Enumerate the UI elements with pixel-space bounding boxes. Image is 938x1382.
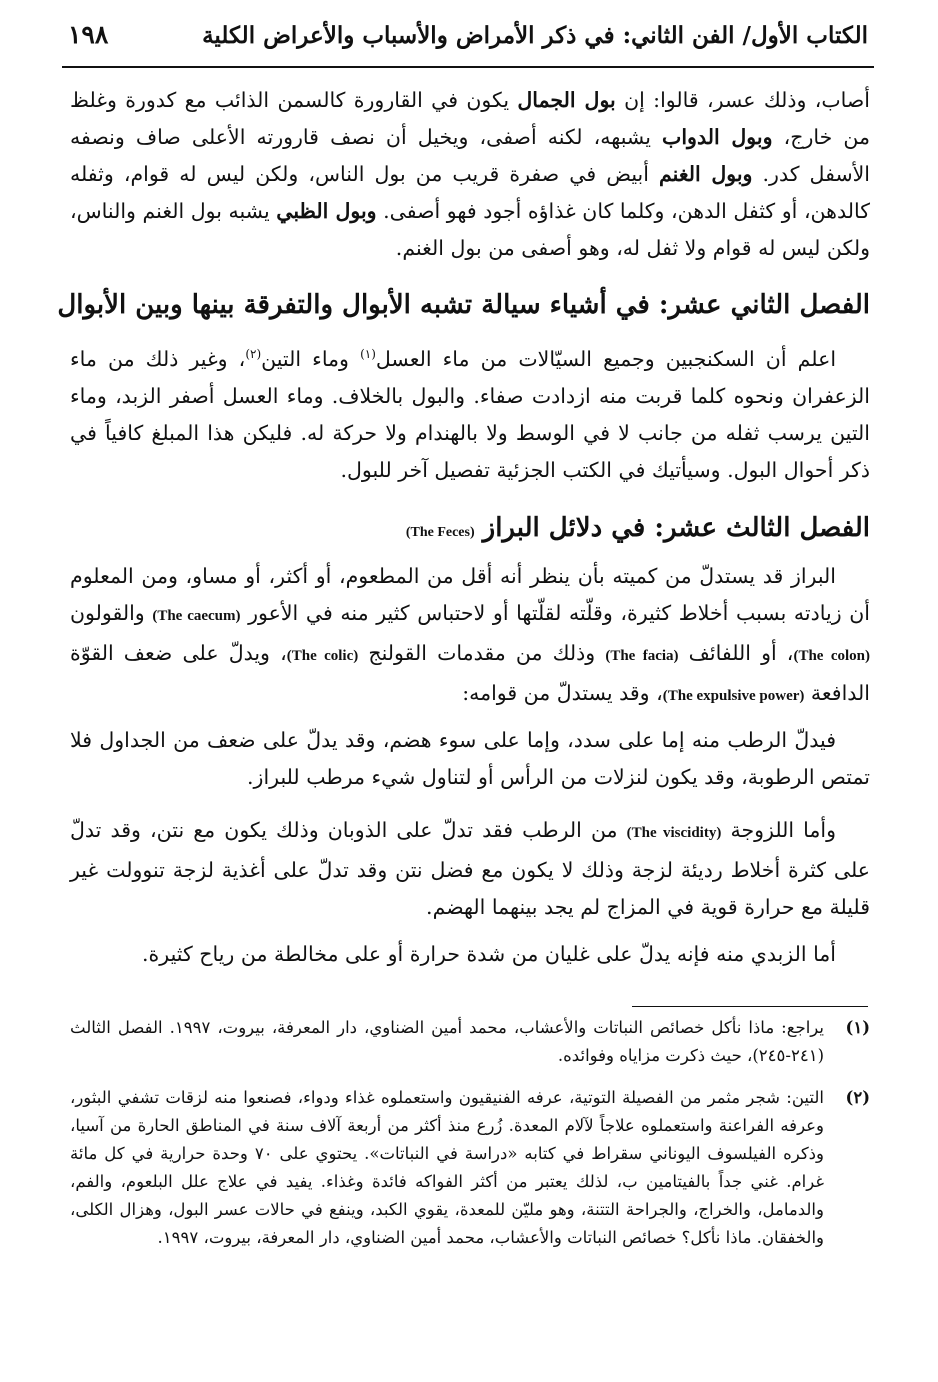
text-run: وماء التين xyxy=(261,346,361,371)
bold-term: وبول الظبي xyxy=(276,199,377,223)
running-header xyxy=(68,18,868,62)
text-run: يشبهه، لكنه أصفى، ويخيل أن نصف قارورته الأعلى صاف ونصفه الأسفل كدر. xyxy=(70,125,871,186)
english-term: (The colon) xyxy=(793,648,870,664)
footnote-1 xyxy=(70,1014,870,1070)
text-run: يشبه بول الغنم والناس، ولكن ليس له قوام ولا ثفل له، وهو أصفى من بول الغنم. xyxy=(70,199,870,260)
page-number: ١٩٨ xyxy=(68,20,109,49)
text-run: ، ويدلّ على ضعف القوّة الدافعة xyxy=(70,641,870,705)
paragraph-feces-quantity xyxy=(70,558,870,715)
english-term: (The colic) xyxy=(286,648,359,664)
paragraph-section-12 xyxy=(70,336,870,489)
text-run: والقولون xyxy=(70,601,153,625)
footnote-divider xyxy=(632,1006,868,1007)
paragraph-viscidity xyxy=(70,812,870,926)
text-run: وذلك من مقدمات القولنج xyxy=(358,641,606,665)
text-run: يكون في القارورة كالسمن الذائب مع كدورة وغلظ من خارج، xyxy=(70,88,870,149)
english-term: (The viscidity) xyxy=(626,825,722,841)
section-13-heading xyxy=(340,513,870,543)
section-13-heading-text: الفصل الثالث عشر: في دلائل البراز xyxy=(482,513,870,543)
paragraph-moist-feces: فيدلّ الرطب منه إما على سدد، وإما على سوء هضم، وقد يدلّ على ضعف من الجداول فلا تمتص الرطوبة، وقد يكون لنزلات من الرأس أو لتناول شيء مرطب للبراز. xyxy=(70,728,870,789)
footnote-text: التين: شجر مثمر من الفصيلة التوتية، عرفه الفنيقيون واستعملوه غذاء ودواء، فصنعوا منه لزقات تشفي البثور، وعرفه الفراعنة واستعملوه علاجاً لآلام المعدة. زُرع منذ أكثر من أربعة آلاف سنة في المناطق الحارة من آسيا، وذكره الفيلسوف اليوناني سقراط في كتابه «دراسة في النباتات». يحتوي على ٧٠ وحدة حرارية في كل مائة غرام. غني جداً بالفيتامين ب، لذلك يعتبر من أكثر الفواكه فائدة وغذاء. يفيد في علاج علل البلعوم، والفم، والدمامل، والخراج، والجراحة التتنة، وهو مليّن للمعدة، يقوي الكبد، وينفع في حالات عسر البول، وهزال الكلى، والخفقان. ماذا نأكل؟ خصائص النباتات والأعشاب، محمد أمين الضناوي، دار المعرفة، بيروت، ١٩٩٧. xyxy=(70,1088,824,1247)
text-run: اعلم أن السكنجبين وجميع السيّالات من ماء العسل xyxy=(375,346,837,371)
header-title: الكتاب الأول/ الفن الثاني: في ذكر الأمراض والأسباب والأعراض الكلية xyxy=(202,22,868,49)
text-run: وأما اللزوجة xyxy=(721,818,836,842)
paragraph-urine-animals xyxy=(70,82,870,267)
footnote-2 xyxy=(70,1084,870,1252)
footnote-number: (١) xyxy=(845,1018,870,1037)
footnote-ref-2[interactable]: (٢) xyxy=(245,347,262,361)
english-term: (The facia) xyxy=(605,648,679,664)
text-run: أصاب، وذلك عسر، قالوا: إن xyxy=(615,88,870,112)
english-term: (The expulsive power) xyxy=(662,688,805,704)
footnote-number: (٢) xyxy=(845,1088,870,1107)
section-12-heading: الفصل الثاني عشر: في أشياء سيالة تشبه الأبوال والتفرقة بينها وبين الأبوال xyxy=(57,290,870,320)
footnote-text: يراجع: ماذا نأكل خصائص النباتات والأعشاب، محمد أمين الضناوي، دار المعرفة، بيروت، ١٩٩٧. الفصل الثالث (٢٤١-٢٤٥)، حيث ذكرت مزاياه وفوائده. xyxy=(70,1018,824,1065)
footnote-ref-1[interactable]: (١) xyxy=(360,347,376,361)
header-divider xyxy=(62,66,874,68)
bold-term: وبول الدواب xyxy=(662,125,773,149)
bold-term: وبول الغنم xyxy=(659,162,753,186)
text-run: من الرطب فقد تدلّ على الذوبان وذلك يكون مع نتن، وقد تدلّ على كثرة أخلاط رديئة لزجة وذلك لا يكون مع فضل نتن وقد تدلّ على أغذية لزجة تنوولت غير قليلة مع حرارة قوية في المزاج لم يجد بينهما الهضم. xyxy=(70,818,870,919)
paragraph-frothy-feces: أما الزبدي منه فإنه يدلّ على غليان من شدة حرارة أو على مخالطة من رياح كثيرة. xyxy=(142,942,836,966)
english-term: (The caecum) xyxy=(152,608,241,624)
text-run: ، وقد يستدلّ من قوامه: xyxy=(462,681,663,705)
text-run: البراز قد يستدلّ من كميته بأن ينظر أنه أقل من المطعوم، أو أكثر، أو مساو، ومن المعلوم أن زيادته بسبب أخلاط كثيرة، وقلّته لقلّتها أو لاحتباس كثير منه في الأعور xyxy=(70,564,870,625)
text-run: ، وغير ذلك من ماء الزعفران ونحوه كلما قربت منه ازدادت صفاء. والبول بالخلاف. وماء العسل أصفر الزبد، وماء التين يرسب ثفله من جانب لا في الوسط ولا بالهندام ولا حركة له. فليكن هذا المبلغ كافياً في ذكر أحوال البول. وسيأتيك في الكتب الجزئية تفصيل آخر للبول. xyxy=(70,346,870,482)
text-run: ، أو اللفائف xyxy=(678,641,794,665)
section-13-heading-english: (The Feces) xyxy=(405,525,475,540)
bold-term: بول الجمال xyxy=(517,88,616,112)
text-run: أبيض في صفرة قريب من بول الناس، ولكن ليس له قوام، وثفله كالدهن، أو كثفل الدهن، وكلما كان غذاؤه أجود فهو أصفى. xyxy=(70,162,870,223)
